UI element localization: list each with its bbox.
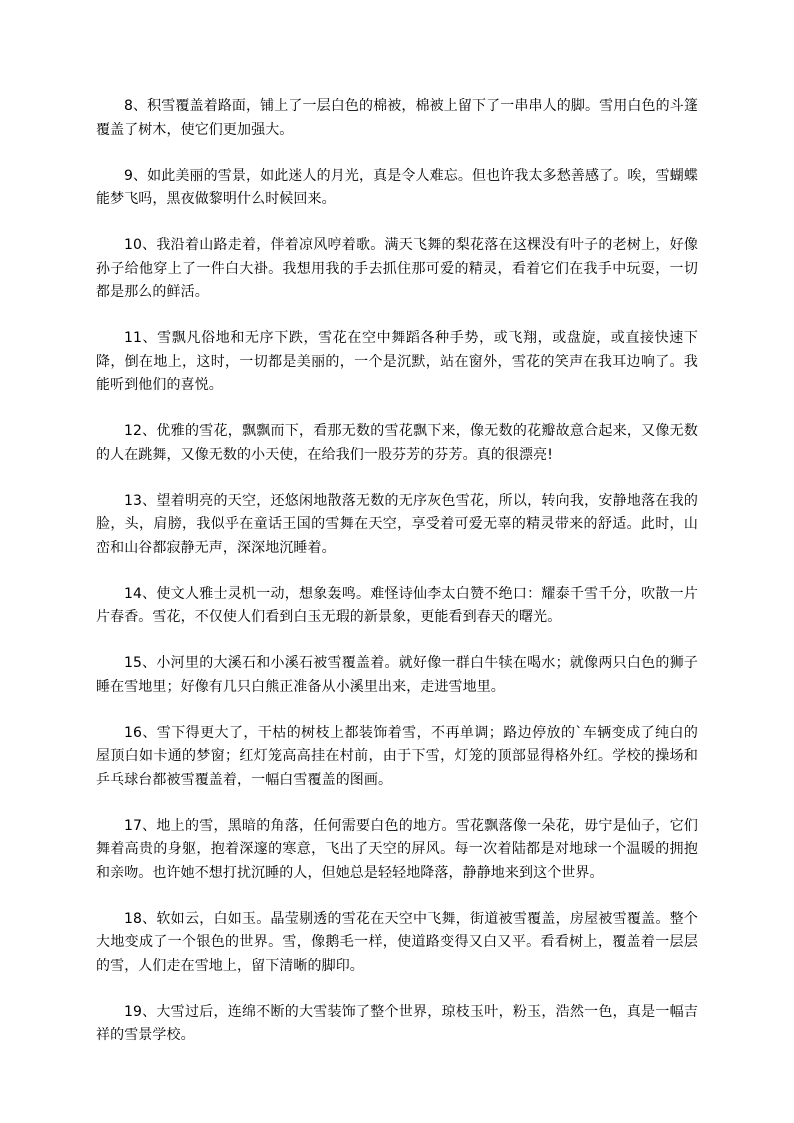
paragraph-15: 15、小河里的大溪石和小溪石被雪覆盖着。就好像一群白牛犊在喝水；就像两只白色的狮子睡在雪地里；好像有几只白熊正准备从小溪里出来，走进雪地里。 bbox=[96, 655, 698, 695]
paragraph-9: 9、如此美丽的雪景，如此迷人的月光，真是令人难忘。但也许我太多愁善感了。唉，雪蝴蝶能梦飞吗，黑夜做黎明什么时候回来。 bbox=[96, 167, 698, 207]
paragraph-16: 16、雪下得更大了，干枯的树枝上都装饰着雪，不再单调；路边停放的`车辆变成了纯白的屋顶白如卡通的梦窗；红灯笼高高挂在村前，由于下雪，灯笼的顶部显得格外红。学校的操场和乒乓球台都被雪覆盖着，一幅白雪覆盖的图画。 bbox=[96, 724, 698, 788]
paragraph-14: 14、使文人雅士灵机一动，想象轰鸣。难怪诗仙李太白赞不绝口：耀泰千雪千分，吹散一片片春香。雪花，不仅使人们看到白玉无瑕的新景象，更能看到春天的曙光。 bbox=[96, 585, 698, 625]
paragraph-10: 10、我沿着山路走着，伴着凉风哼着歌。满天飞舞的梨花落在这棵没有叶子的老树上，好像孙子给他穿上了一件白大褂。我想用我的手去抓住那可爱的精灵，看着它们在我手中玩耍，一切都是那么的鲜活。 bbox=[96, 237, 698, 300]
paragraph-17: 17、地上的雪，黑暗的角落，任何需要白色的地方。雪花飘落像一朵花，毋宁是仙子，它们舞着高贵的身躯，抱着深邃的寒意，飞出了天空的屏风。每一次着陆都是对地球一个温暖的拥抱和亲吻。也许她不想打扰沉睡的人，但她总是轻轻地降落，静静地来到这个世界。 bbox=[96, 817, 698, 881]
paragraph-13: 13、望着明亮的天空，还悠闲地散落无数的无序灰色雪花，所以，转向我，安静地落在我的脸，头，肩膀，我似乎在童话王国的雪舞在天空，享受着可爱无辜的精灵带来的舒适。此时，山峦和山谷都寂静无声，深深地沉睡着。 bbox=[96, 492, 698, 556]
paragraph-11: 11、雪飘凡俗地和无序下跌，雪花在空中舞蹈各种手势，或飞翔，或盘旋，或直接快速下降，倒在地上，这时，一切都是美丽的，一个是沉默，站在窗外，雪花的笑声在我耳边响了。我能听到他们的喜悦。 bbox=[96, 330, 698, 393]
paragraph-18: 18、软如云，白如玉。晶莹剔透的雪花在天空中飞舞，街道被雪覆盖，房屋被雪覆盖。整个大地变成了一个银色的世界。雪，像鹅毛一样，使道路变得又白又平。看看树上，覆盖着一层层的雪，人们走在雪地上，留下清晰的脚印。 bbox=[96, 910, 698, 974]
paragraph-8: 8、积雪覆盖着路面，铺上了一层白色的棉被，棉被上留下了一串串人的脚。雪用白色的斗篷覆盖了树木，使它们更加强大。 bbox=[96, 98, 698, 138]
paragraph-19: 19、大雪过后，连绵不断的大雪装饰了整个世界，琼枝玉叶，粉玉，浩然一色，真是一幅吉祥的雪景学校。 bbox=[96, 1003, 698, 1043]
paragraph-12: 12、优雅的雪花，飘飘而下，看那无数的雪花飘下来，像无数的花瓣故意合起来，又像无数的人在跳舞，又像无数的小天使，在给我们一股芬芳的芬芳。真的很漂亮! bbox=[96, 423, 698, 463]
document-body bbox=[96, 95, 698, 1070]
